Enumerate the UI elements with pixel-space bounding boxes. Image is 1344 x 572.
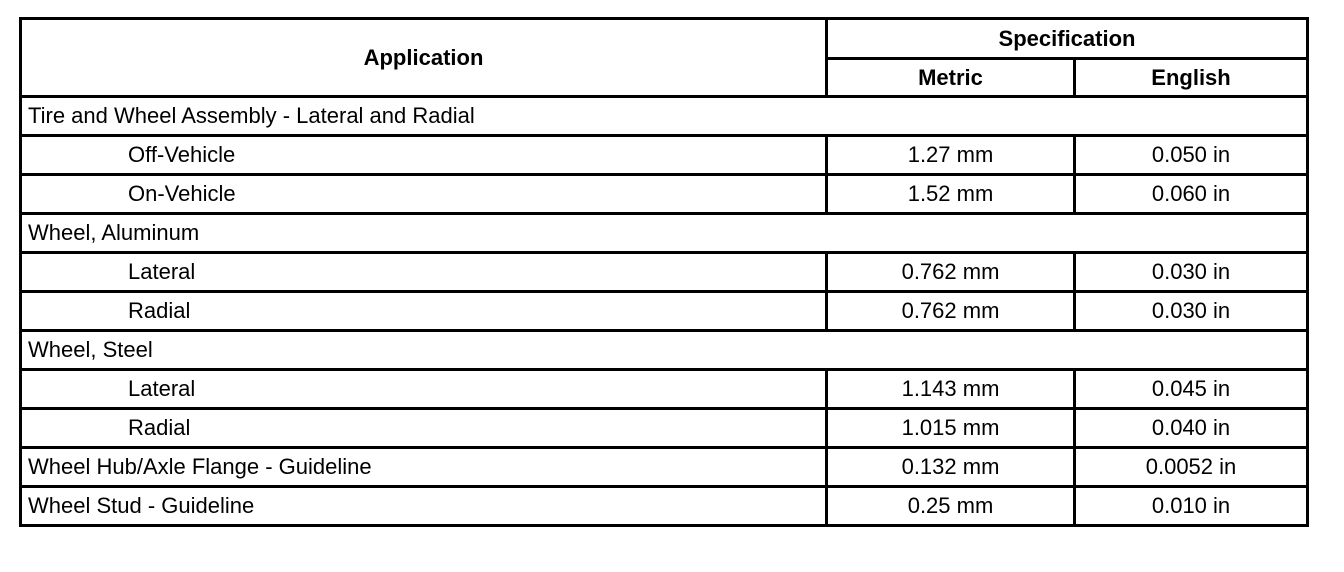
- english-cell: 0.030 in: [1075, 253, 1308, 292]
- table-row: [21, 448, 1308, 487]
- specification-table: [19, 17, 1309, 527]
- table-row: [21, 292, 1308, 331]
- metric-cell: 1.52 mm: [827, 175, 1075, 214]
- metric-header: Metric: [827, 59, 1075, 97]
- metric-cell: 1.143 mm: [827, 370, 1075, 409]
- english-cell: 0.060 in: [1075, 175, 1308, 214]
- section-row-wheel-aluminum: [21, 214, 1308, 253]
- table-row: [21, 253, 1308, 292]
- application-cell: Radial: [21, 409, 827, 448]
- english-cell: 0.010 in: [1075, 487, 1308, 526]
- metric-cell: 1.015 mm: [827, 409, 1075, 448]
- table-row: [21, 409, 1308, 448]
- application-cell: Off-Vehicle: [21, 136, 827, 175]
- header-row: [21, 19, 1308, 59]
- english-cell: 0.0052 in: [1075, 448, 1308, 487]
- section-label: Wheel, Aluminum: [21, 214, 1308, 253]
- section-label: Wheel, Steel: [21, 331, 1308, 370]
- table-row: [21, 487, 1308, 526]
- metric-cell: 0.762 mm: [827, 253, 1075, 292]
- section-row-tire-wheel-assembly: [21, 97, 1308, 136]
- specification-header: Specification: [827, 19, 1308, 59]
- table-row: [21, 175, 1308, 214]
- section-label: Tire and Wheel Assembly - Lateral and Radial: [21, 97, 1308, 136]
- english-cell: 0.050 in: [1075, 136, 1308, 175]
- metric-cell: 0.132 mm: [827, 448, 1075, 487]
- table-row: [21, 370, 1308, 409]
- english-header: English: [1075, 59, 1308, 97]
- application-header: Application: [21, 19, 827, 97]
- metric-cell: 0.762 mm: [827, 292, 1075, 331]
- english-cell: 0.040 in: [1075, 409, 1308, 448]
- section-row-wheel-steel: [21, 331, 1308, 370]
- application-cell: Lateral: [21, 253, 827, 292]
- metric-cell: 1.27 mm: [827, 136, 1075, 175]
- application-cell: Radial: [21, 292, 827, 331]
- table-row: [21, 136, 1308, 175]
- english-cell: 0.030 in: [1075, 292, 1308, 331]
- english-cell: 0.045 in: [1075, 370, 1308, 409]
- application-cell: Wheel Hub/Axle Flange - Guideline: [21, 448, 827, 487]
- application-cell: On-Vehicle: [21, 175, 827, 214]
- application-cell: Wheel Stud - Guideline: [21, 487, 827, 526]
- metric-cell: 0.25 mm: [827, 487, 1075, 526]
- application-cell: Lateral: [21, 370, 827, 409]
